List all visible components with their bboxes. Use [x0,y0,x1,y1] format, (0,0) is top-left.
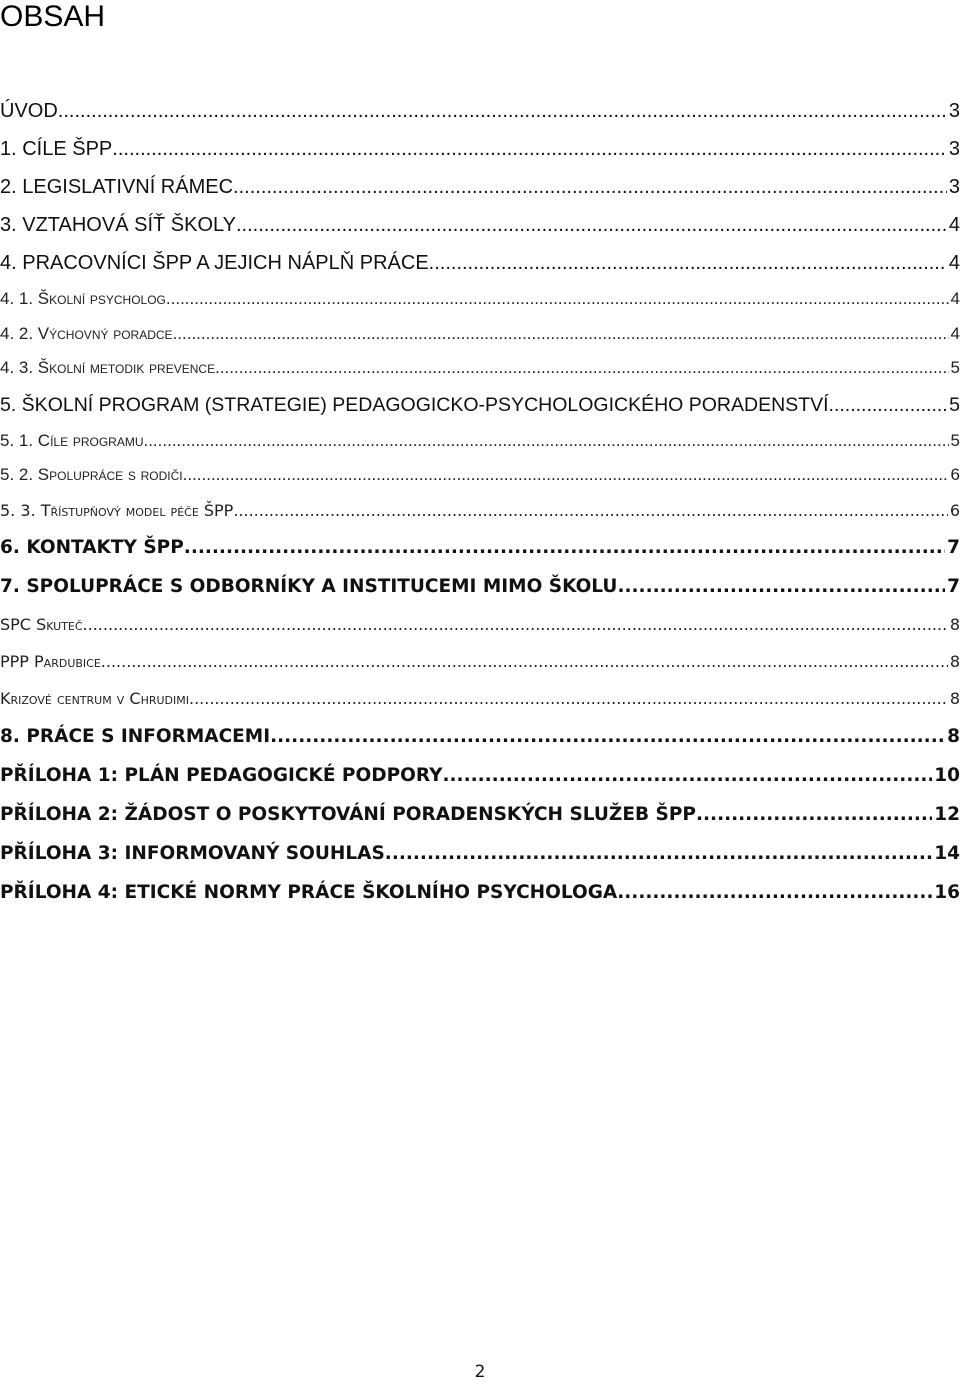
dot-leader [58,92,947,130]
toc-entry-cile-programu[interactable] [0,424,960,459]
dot-leader [385,834,932,873]
dot-leader [173,317,949,352]
dot-leader [112,130,947,168]
toc-entry-kontakty-spp[interactable] [0,528,960,567]
dot-leader [101,643,948,680]
toc-entry-page: 3 [948,138,960,160]
toc-entry-spc-skutec[interactable] [0,606,960,643]
toc-entry-priloha-3[interactable] [0,834,960,873]
dot-leader [617,873,932,912]
toc-entry-page: 8 [947,726,960,747]
toc-entry-label: 5. 1. Cíle programu [0,430,144,450]
toc-entry-page: 6 [950,465,960,484]
dot-leader [696,795,932,834]
toc-entry-page: 7 [947,537,960,558]
toc-entry-page: 3 [948,100,960,122]
dot-leader [617,567,945,606]
table-of-contents [0,92,960,912]
toc-entry-skolni-psycholog[interactable] [0,282,960,317]
toc-entry-page: 8 [949,689,960,708]
toc-entry-page: 14 [934,843,960,864]
toc-entry-label: PPP Pardubice [0,652,101,671]
toc-entry-label: 4. 3. Školní metodik prevence [0,358,216,377]
dot-leader [429,244,947,282]
toc-entry-label: 5. 2. Spolupráce s rodiči [0,465,183,484]
toc-entry-label: 5. ŠKOLNÍ PROGRAM (STRATEGIE) PEDAGOGICKO-PSYCHOLOGICKÉHO PORADENSTVÍ [0,393,829,416]
toc-entry-vztahova-sit[interactable] [0,206,960,244]
toc-entry-krizove-centrum[interactable] [0,680,960,717]
toc-entry-label: PŘÍLOHA 4: ETICKÉ NORMY PRÁCE ŠKOLNÍHO PSYCHOLOGA [0,882,618,903]
page-number: 2 [474,1362,486,1382]
dot-leader [183,458,949,493]
toc-entry-priloha-4[interactable] [0,873,960,912]
dot-leader [442,756,932,795]
toc-entry-spoluprace-s-rodici[interactable] [0,458,960,493]
page-title: OBSAH [0,0,106,33]
dot-leader [184,528,945,567]
dot-leader [233,493,948,529]
toc-entry-label: Krizové centrum v Chrudimi [0,689,189,708]
toc-entry-page: 3 [948,176,960,198]
toc-entry-label: 5. 3. Třístupňový model péče ŠPP [0,500,234,520]
toc-entry-label: 3. VZTAHOVÁ SÍŤ ŠKOLY [0,214,236,236]
toc-entry-page: 4 [948,214,960,236]
toc-entry-page: 16 [934,882,960,903]
toc-entry-label: PŘÍLOHA 1: PLÁN PEDAGOGICKÉ PODPORY [0,765,443,786]
toc-entry-label: 6. KONTAKTY ŠPP [0,537,184,558]
toc-entry-tristupnovy-model[interactable] [0,493,960,529]
toc-entry-page: 5 [950,430,960,450]
toc-entry-label: 7. SPOLUPRÁCE S ODBORNÍKY A INSTITUCEMI MIMO ŠKOLU [0,576,618,597]
toc-entry-label: 8. PRÁCE S INFORMACEMI [0,726,271,747]
dot-leader [270,717,945,756]
toc-entry-label: 4. 2. Výchovný poradce [0,323,173,343]
toc-entry-label: 2. LEGISLATIVNÍ RÁMEC [0,176,234,198]
toc-entry-priloha-2[interactable] [0,795,960,834]
toc-entry-page: 4 [950,289,960,308]
dot-leader [189,680,948,717]
dot-leader [829,386,948,424]
toc-entry-label: 1. CÍLE ŠPP [0,138,113,160]
dot-leader [233,168,947,206]
toc-entry-label: 4. PRACOVNÍCI ŠPP A JEJICH NÁPLŇ PRÁCE [0,252,429,274]
dot-leader [236,206,947,244]
toc-entry-skolni-program[interactable] [0,386,960,424]
toc-entry-ppp-pardubice[interactable] [0,643,960,680]
toc-entry-label: 4. 1. Školní psycholog [0,289,166,308]
toc-entry-cile-spp[interactable] [0,130,960,168]
toc-entry-metodik-prevence[interactable] [0,351,960,386]
toc-entry-priloha-1[interactable] [0,756,960,795]
toc-entry-legislativni-ramec[interactable] [0,168,960,206]
toc-entry-vychovny-poradce[interactable] [0,317,960,352]
dot-leader [83,606,948,643]
toc-entry-page: 4 [950,323,960,343]
toc-entry-page: 4 [948,252,960,274]
toc-entry-uvod[interactable] [0,92,960,130]
toc-entry-spoluprace-s-odborniky[interactable] [0,567,960,606]
toc-entry-page: 7 [947,576,960,597]
toc-entry-page: 8 [949,652,960,671]
toc-entry-page: 6 [949,500,960,520]
toc-entry-label: PŘÍLOHA 3: INFORMOVANÝ SOUHLAS [0,843,385,864]
toc-entry-label: SPC Skuteč [0,615,83,634]
toc-entry-page: 5 [949,393,960,416]
toc-entry-page: 12 [934,804,960,825]
dot-leader [215,351,948,386]
toc-entry-pracovnici-spp[interactable] [0,244,960,282]
toc-entry-label: ÚVOD [0,100,58,122]
toc-entry-page: 8 [949,615,960,634]
toc-entry-page: 10 [934,765,960,786]
toc-entry-label: PŘÍLOHA 2: ŽÁDOST O POSKYTOVÁNÍ PORADENSKÝCH SLUŽEB ŠPP [0,804,696,825]
toc-entry-page: 5 [950,358,960,377]
dot-leader [143,424,948,459]
toc-entry-prace-s-informacemi[interactable] [0,717,960,756]
dot-leader [166,282,949,317]
